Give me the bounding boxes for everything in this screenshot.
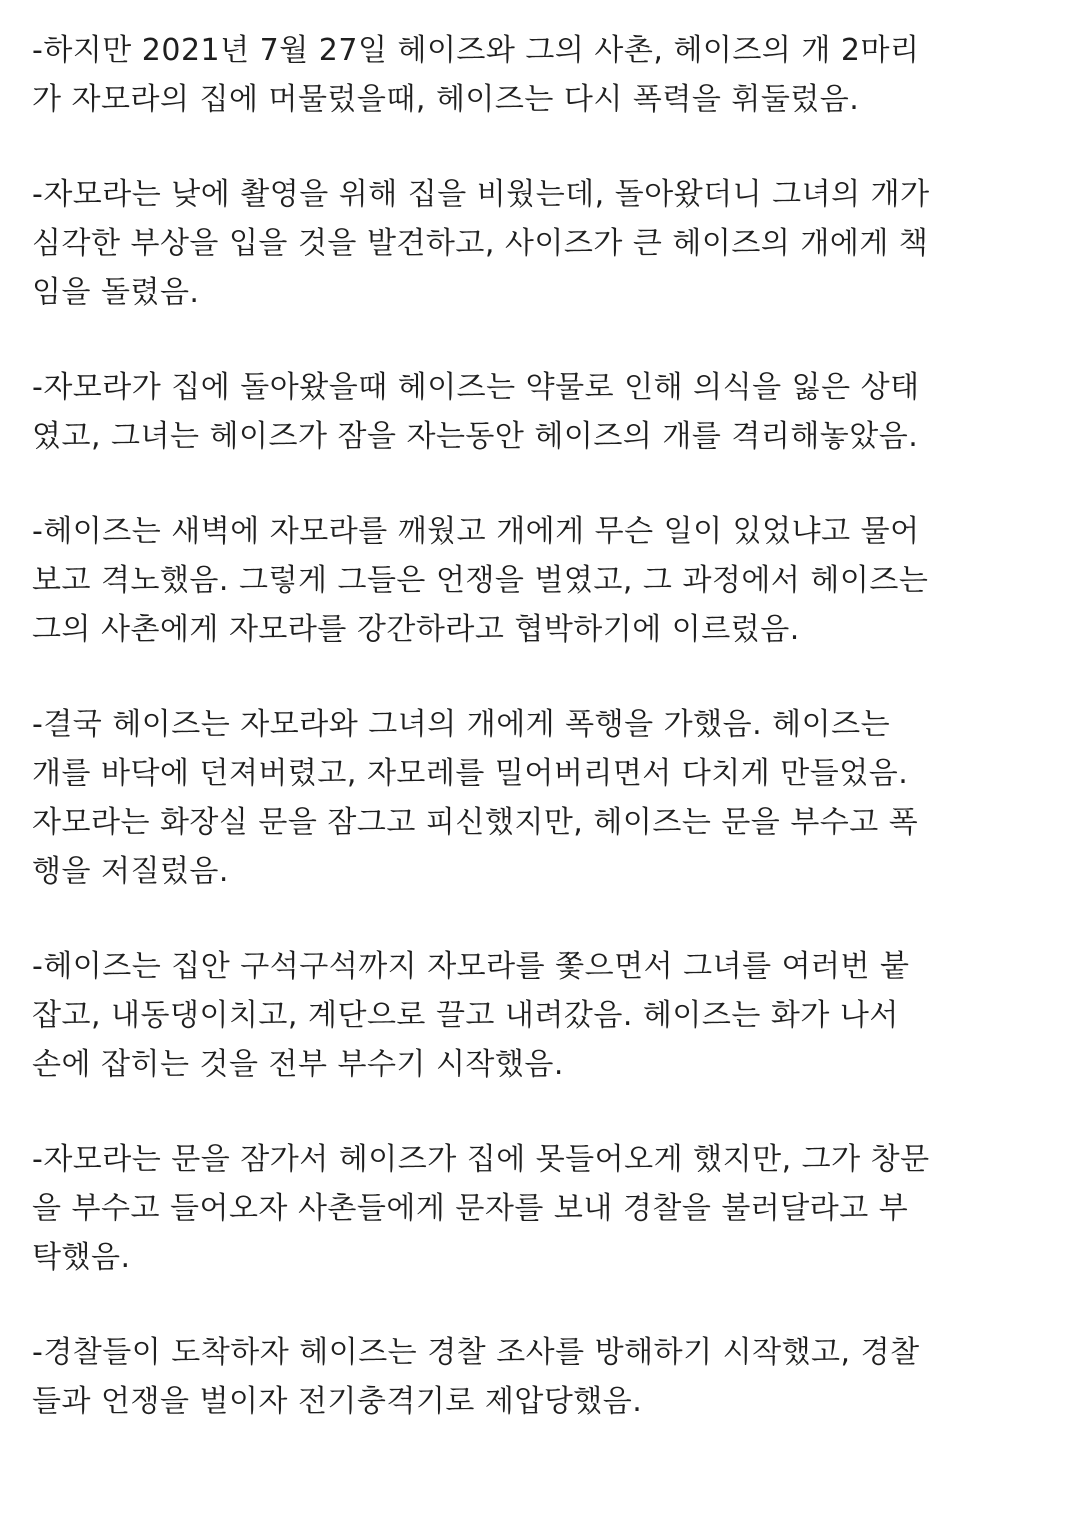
paragraph-7 <box>32 1135 1052 1282</box>
text-line: 그의 사촌에게 자모라를 강간하라고 협박하기에 이르렀음. <box>32 612 800 647</box>
text-line: 개를 바닥에 던져버렸고, 자모레를 밀어버리면서 다치게 만들었음. <box>32 756 909 791</box>
text-line: -경찰들이 도착하자 헤이즈는 경찰 조사를 방해하기 시작했고, 경찰 <box>32 1335 920 1370</box>
paragraph-1 <box>32 26 1052 124</box>
text-line: 가 자모라의 집에 머물렀을때, 헤이즈는 다시 폭력을 휘둘렀음. <box>32 82 860 117</box>
text-line: -결국 헤이즈는 자모라와 그녀의 개에게 폭행을 가했음. 헤이즈는 <box>32 707 891 742</box>
text-line: 을 부수고 들어오자 사촌들에게 문자를 보내 경찰을 불러달라고 부 <box>32 1191 909 1226</box>
text-line: 탁했음. <box>32 1240 131 1275</box>
paragraph-2 <box>32 170 1052 317</box>
text-line: -자모라가 집에 돌아왔을때 헤이즈는 약물로 인해 의식을 잃은 상태 <box>32 370 920 405</box>
text-line: -자모라는 낮에 촬영을 위해 집을 비웠는데, 돌아왔더니 그녀의 개가 <box>32 177 930 212</box>
text-line: 손에 잡히는 것을 전부 부수기 시작했음. <box>32 1047 564 1082</box>
paragraph-3 <box>32 363 1052 461</box>
text-line: 들과 언쟁을 벌이자 전기충격기로 제압당했음. <box>32 1384 643 1419</box>
text-line: -헤이즈는 새벽에 자모라를 깨웠고 개에게 무슨 일이 있었냐고 물어 <box>32 514 920 549</box>
text-line: -자모라는 문을 잠가서 헤이즈가 집에 못들어오게 했지만, 그가 창문 <box>32 1142 930 1177</box>
paragraph-4 <box>32 507 1052 654</box>
text-line: 심각한 부상을 입을 것을 발견하고, 사이즈가 큰 헤이즈의 개에게 책 <box>32 226 929 261</box>
text-line: 였고, 그녀는 헤이즈가 잠을 자는동안 헤이즈의 개를 격리해놓았음. <box>32 419 919 454</box>
text-line: -하지만 2021년 7월 27일 헤이즈와 그의 사촌, 헤이즈의 개 2마리 <box>32 33 920 68</box>
text-line: 자모라는 화장실 문을 잠그고 피신했지만, 헤이즈는 문을 부수고 폭 <box>32 805 919 840</box>
paragraph-8 <box>32 1328 1052 1426</box>
paragraph-5 <box>32 700 1052 896</box>
text-line: 임을 돌렸음. <box>32 275 200 310</box>
article-body <box>32 26 1052 1472</box>
text-line: 행을 저질렀음. <box>32 854 229 889</box>
text-line: 보고 격노했음. 그렇게 그들은 언쟁을 벌였고, 그 과정에서 헤이즈는 <box>32 563 929 598</box>
paragraph-6 <box>32 942 1052 1089</box>
text-line: -헤이즈는 집안 구석구석까지 자모라를 쫓으면서 그녀를 여러번 붙 <box>32 949 910 984</box>
text-line: 잡고, 내동댕이치고, 계단으로 끌고 내려갔음. 헤이즈는 화가 나서 <box>32 998 899 1033</box>
